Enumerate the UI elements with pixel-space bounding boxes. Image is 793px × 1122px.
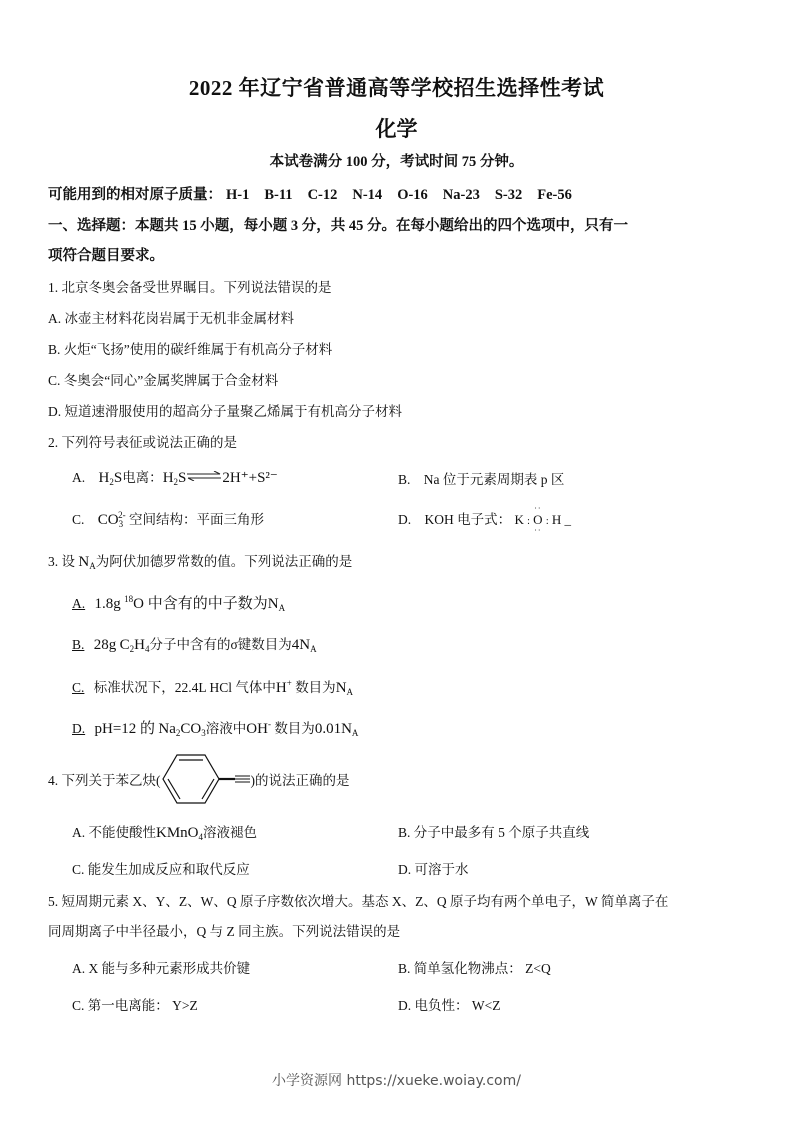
mass-item: B-11: [264, 187, 293, 203]
q1-option-d: D. 短道速滑服使用的超高分子量聚乙烯属于有机高分子材料: [48, 404, 402, 419]
q3-a-mid: O 中含有的中子数为: [133, 596, 268, 612]
option-label: C.: [72, 512, 85, 527]
section-heading-line2: 项符合题目要求。: [48, 248, 164, 264]
mass-item: C-12: [307, 187, 338, 203]
q4-option-d: D. 可溶于水: [398, 862, 469, 877]
koh-electron-formula: K : ·· O ·· : H _: [514, 504, 571, 535]
option-label: B.: [72, 637, 85, 652]
exam-note: 本试卷满分 100 分，考试时间 75 分钟。: [269, 154, 524, 170]
q2-c-text: 空间结构：平面三角形: [128, 512, 264, 527]
q4-stem: [48, 752, 350, 806]
koh-h: H: [551, 512, 562, 527]
option-label: D.: [72, 721, 86, 736]
koh-k: K: [514, 512, 524, 527]
q1-option-b: B. 火炬“飞扬”使用的碳纤维属于有机高分子材料: [48, 342, 333, 357]
q5-option-c: C. 第一电离能： Y>Z: [72, 998, 198, 1013]
q4-option-c: C. 能发生加成反应和取代反应: [72, 862, 250, 877]
mass-item: H-1: [226, 187, 250, 203]
q2-option-c: C. $CO_3^{2-}$ 空间结构：平面三角形: [72, 510, 264, 529]
q3-b-val: 4N: [291, 637, 311, 653]
option-label: A.: [72, 596, 86, 611]
section-heading-line1: 一、选择题：本题共 15 小题，每小题 3 分，共 45 分。在每小题给出的四个选项中，只有一: [48, 218, 628, 234]
mass-item: N-14: [352, 187, 383, 203]
mass-item: Fe-56: [537, 187, 572, 203]
q3-stem-post: 为阿伏加德罗常数的值。下列说法正确的是: [95, 554, 353, 569]
q3-d-val: 0.01N: [314, 721, 352, 737]
atomic-masses: [48, 183, 587, 204]
q3-stem-pre: 3. 设: [48, 554, 75, 569]
q2-b-text: Na 位于元素周期表 p 区: [423, 472, 565, 487]
q3-d-pre: pH=12 的: [94, 721, 156, 737]
q5-option-a: A. X 能与多种元素形成共价键: [72, 961, 251, 976]
q3-stem: 3. 设 $N_A$为阿伏加德罗常数的值。下列说法正确的是: [48, 554, 353, 571]
q3-option-c: C. 标准状况下，22.4L HCl 气体中H+ 数目为$N_A$: [72, 678, 354, 697]
q2-stem: 2. 下列符号表征或说法正确的是: [48, 435, 237, 450]
q3-d-post: 数目为: [274, 721, 315, 736]
q3-c-pre: 标准状况下，22.4L HCl 气体中: [93, 680, 276, 695]
q4-stem-pre: 4. 下列关于苯乙炔(: [48, 773, 161, 788]
q3-b-mid: 分子中含有的σ键数目为: [149, 637, 292, 652]
q3-option-d: D. pH=12 的 $Na_2CO_3$溶液中OH- 数目为$0.01N_A$: [72, 719, 359, 738]
option-label: B.: [398, 472, 411, 487]
q2-option-b: [398, 468, 564, 488]
q2-option-d: [398, 504, 571, 535]
q3-a-pre: 1.8g: [94, 596, 121, 612]
q1-option-a: A. 冰壶主材料花岗岩属于无机非金属材料: [48, 311, 294, 326]
q3-option-a: A. 1.8g $^{18}$O 中含有的中子数为$N_A$: [72, 594, 286, 613]
subject-title: 化学: [375, 117, 418, 141]
q3-b-pre: 28g: [93, 637, 117, 653]
q2-d-text: KOH 电子式：: [424, 512, 512, 527]
phenylacetylene-structure-icon: [161, 752, 251, 806]
option-label: C.: [72, 680, 85, 695]
equilibrium-arrow-icon: [186, 471, 222, 481]
mass-item: Na-23: [442, 187, 480, 203]
q2-a-text: 电离：: [122, 470, 163, 485]
q5-option-b: B. 简单氢化物沸点： Z<Q: [398, 961, 551, 976]
q1-stem: 1. 北京冬奥会备受世界瞩目。下列说法错误的是: [48, 280, 332, 295]
masses-label: 可能用到的相对原子质量：: [48, 187, 222, 203]
q1-option-c: C. 冬奥会“同心”金属奖牌属于合金材料: [48, 373, 279, 388]
q5-option-d: D. 电负性： W<Z: [398, 998, 501, 1013]
q4-option-a: A. 不能使酸性KMnO$_4$溶液褪色: [72, 825, 258, 842]
q2-a-products: 2H⁺+S²⁻: [222, 470, 278, 486]
q3-d-mid: 溶液中: [205, 721, 247, 736]
option-label: A.: [72, 470, 86, 485]
q4-option-b: B. 分子中最多有 5 个原子共直线: [398, 825, 590, 840]
q5-stem-line1: 5. 短周期元素 X、Y、Z、W、Q 原子序数依次增大。基态 X、Z、Q 原子均有两个单电子，W 简单离子在: [48, 894, 669, 909]
q4-stem-post: )的说法正确的是: [250, 773, 350, 788]
koh-o: O: [533, 512, 543, 527]
q4-a-post: 溶液褪色: [203, 825, 258, 840]
option-label: D.: [398, 512, 412, 527]
q2-option-a: A. $H_2S$电离：$H_2S$ 2H⁺+S²⁻: [72, 470, 278, 487]
q4-a-pre: A. 不能使酸性: [72, 825, 156, 840]
q5-stem-line2: 同周期离子中半径最小，Q 与 Z 同主族。下列说法错误的是: [48, 924, 401, 939]
mass-item: S-32: [494, 187, 523, 203]
q3-option-b: B. 28g $C_2H_4$分子中含有的σ键数目为$4N_A$: [72, 637, 317, 654]
q3-c-mid: 数目为: [295, 680, 336, 695]
mass-item: O-16: [397, 187, 428, 203]
exam-title: 2022 年辽宁省普通高等学校招生选择性考试: [188, 76, 605, 100]
watermark-footer: 小学资源网 https://xueke.woiay.com/: [272, 1073, 521, 1089]
